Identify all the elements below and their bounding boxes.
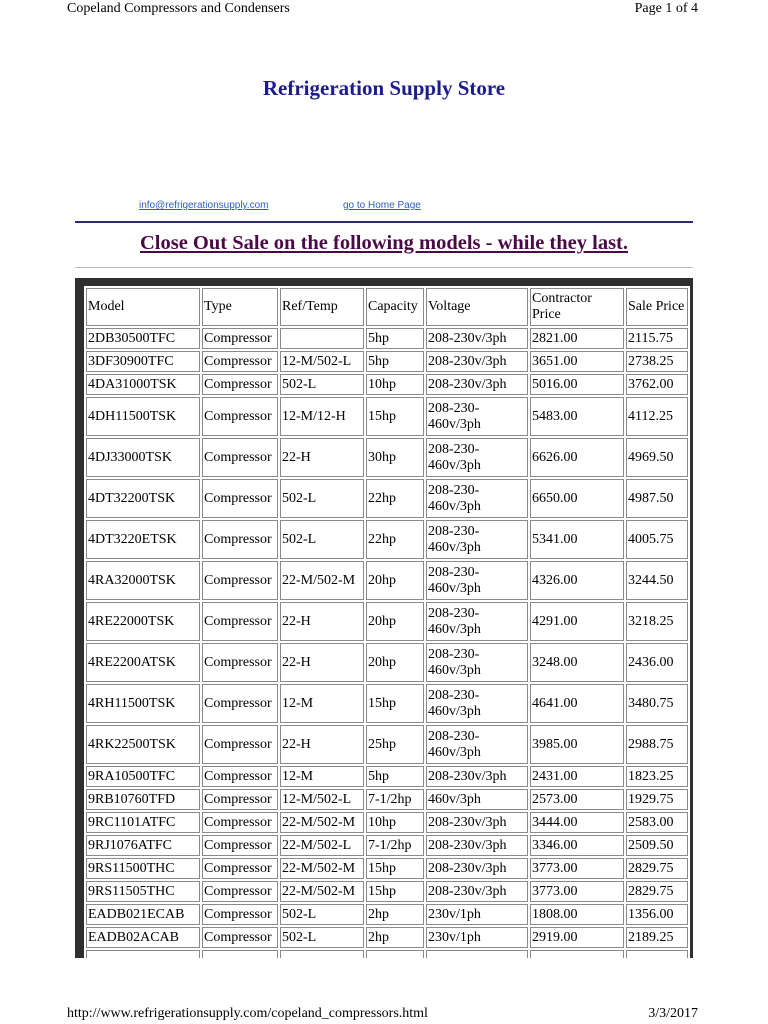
table-row (86, 766, 688, 787)
cell-model: 4RE22000TSK (86, 602, 200, 641)
cell-voltage: 208-230-460v/3ph (426, 725, 528, 764)
print-header-title: Copeland Compressors and Condensers (67, 1, 290, 16)
cell-ref-temp: 502-L (280, 479, 364, 518)
cell-model: 9RB10760TFD (86, 789, 200, 810)
cell-contractor-price: 3773.00 (530, 858, 624, 879)
cell-ref-temp: 12-M (280, 684, 364, 723)
header-divider (75, 221, 693, 223)
cell-sale-price: 3218.25 (626, 602, 688, 641)
cell-ref-temp: 22-M/502-M (280, 881, 364, 902)
cell-sale-price: 2583.00 (626, 812, 688, 833)
cell-sale-price: 3244.50 (626, 561, 688, 600)
cell-ref-temp: 502-L (280, 904, 364, 925)
cell-ref-temp: 12-M/502-L (280, 789, 364, 810)
cell-voltage: 208-230-460v/3ph (426, 602, 528, 641)
cell-contractor-price: 3985.00 (530, 725, 624, 764)
cell-sale-price: 3480.75 (626, 684, 688, 723)
cell-sale-price: 2509.50 (626, 835, 688, 856)
cell-sale-price: 3762.00 (626, 374, 688, 395)
table-row (86, 479, 688, 518)
cell-model: 4DH11500TSK (86, 397, 200, 436)
cell-type: Compressor (202, 520, 278, 559)
cell-sale-price: 4987.50 (626, 479, 688, 518)
cell-type: Compressor (202, 904, 278, 925)
cell-capacity: 10hp (366, 374, 424, 395)
table-header-row (86, 288, 688, 326)
cell-sale-price: 1356.00 (626, 904, 688, 925)
cell-type: Compressor (202, 374, 278, 395)
sale-heading-text: Close Out Sale on the following models - while they last. (139, 232, 629, 254)
cell-model: 4DJ33000TSK (86, 438, 200, 477)
store-title: Refrigeration Supply Store (262, 76, 506, 100)
cell-contractor-price: 2573.00 (530, 789, 624, 810)
cell-contractor-price: 5341.00 (530, 520, 624, 559)
cell-voltage: 208-230v/3ph (426, 881, 528, 902)
table-row (86, 561, 688, 600)
cell-sale-price: 2988.75 (626, 725, 688, 764)
cell-sale-price: 4969.50 (626, 438, 688, 477)
print-page-number: Page 1 of 4 (634, 1, 698, 16)
cell-voltage (426, 950, 528, 958)
cell-type: Compressor (202, 643, 278, 682)
cell-model: 3DF30900TFC (86, 351, 200, 372)
cell-sale-price: 2189.25 (626, 927, 688, 948)
cell-ref-temp (280, 950, 364, 958)
cell-sale-price: 2829.75 (626, 881, 688, 902)
cell-type: Compressor (202, 927, 278, 948)
table-row (86, 397, 688, 436)
cell-type: Compressor (202, 328, 278, 349)
cell-contractor-price: 2821.00 (530, 328, 624, 349)
cell-contractor-price: 3651.00 (530, 351, 624, 372)
cell-ref-temp: 22-H (280, 602, 364, 641)
cell-model: 9RJ1076ATFC (86, 835, 200, 856)
cell-capacity: 15hp (366, 881, 424, 902)
cell-capacity: 10hp (366, 812, 424, 833)
cell-contractor-price: 1808.00 (530, 904, 624, 925)
cell-type: Compressor (202, 397, 278, 436)
models-table-frame (75, 278, 693, 958)
cell-capacity: 20hp (366, 561, 424, 600)
cell-contractor-price: 5483.00 (530, 397, 624, 436)
cell-model: 9RS11500THC (86, 858, 200, 879)
cell-sale-price: 2829.75 (626, 858, 688, 879)
table-row (86, 950, 688, 958)
header-sale-price: Sale Price (626, 288, 688, 326)
cell-capacity (366, 950, 424, 958)
table-row (86, 881, 688, 902)
table-row (86, 812, 688, 833)
cell-sale-price (626, 950, 688, 958)
cell-ref-temp: 12-M (280, 766, 364, 787)
cell-model: 9RA10500TFC (86, 766, 200, 787)
table-row (86, 789, 688, 810)
header-voltage: Voltage (426, 288, 528, 326)
cell-capacity: 5hp (366, 328, 424, 349)
cell-ref-temp: 22-M/502-L (280, 835, 364, 856)
email-link[interactable]: info@refrigerationsupply.com (139, 200, 269, 211)
table-row (86, 927, 688, 948)
cell-model: 9RC1101ATFC (86, 812, 200, 833)
cell-contractor-price: 6626.00 (530, 438, 624, 477)
header-model: Model (86, 288, 200, 326)
table-row (86, 374, 688, 395)
cell-contractor-price (530, 950, 624, 958)
cell-model (86, 950, 200, 958)
cell-ref-temp: 502-L (280, 927, 364, 948)
cell-ref-temp: 22-M/502-M (280, 812, 364, 833)
cell-sale-price: 2738.25 (626, 351, 688, 372)
cell-capacity: 7-1/2hp (366, 789, 424, 810)
cell-model: 4RA32000TSK (86, 561, 200, 600)
table-row (86, 858, 688, 879)
table-row (86, 328, 688, 349)
cell-capacity: 2hp (366, 904, 424, 925)
cell-capacity: 15hp (366, 684, 424, 723)
cell-type: Compressor (202, 684, 278, 723)
cell-contractor-price: 5016.00 (530, 374, 624, 395)
cell-capacity: 25hp (366, 725, 424, 764)
table-row (86, 602, 688, 641)
cell-type: Compressor (202, 438, 278, 477)
header-ref-temp: Ref/Temp (280, 288, 364, 326)
cell-type: Compressor (202, 725, 278, 764)
header-contractor-price: Contractor Price (530, 288, 624, 326)
cell-ref-temp: 22-H (280, 643, 364, 682)
cell-model: 9RS11505THC (86, 881, 200, 902)
cell-type: Compressor (202, 858, 278, 879)
cell-contractor-price: 2431.00 (530, 766, 624, 787)
cell-contractor-price: 4291.00 (530, 602, 624, 641)
cell-voltage: 230v/1ph (426, 927, 528, 948)
cell-contractor-price: 3248.00 (530, 643, 624, 682)
cell-voltage: 208-230v/3ph (426, 374, 528, 395)
cell-sale-price: 1929.75 (626, 789, 688, 810)
cell-model: 4RK22500TSK (86, 725, 200, 764)
cell-model: EADB02ACAB (86, 927, 200, 948)
cell-capacity: 15hp (366, 858, 424, 879)
cell-voltage: 208-230v/3ph (426, 328, 528, 349)
header-type: Type (202, 288, 278, 326)
cell-ref-temp: 22-M/502-M (280, 561, 364, 600)
cell-ref-temp: 12-M/502-L (280, 351, 364, 372)
cell-sale-price: 4112.25 (626, 397, 688, 436)
table-row (86, 904, 688, 925)
cell-capacity: 5hp (366, 766, 424, 787)
cell-ref-temp (280, 328, 364, 349)
cell-ref-temp: 502-L (280, 520, 364, 559)
cell-capacity: 7-1/2hp (366, 835, 424, 856)
print-footer-date: 3/3/2017 (648, 1006, 698, 1021)
cell-voltage: 208-230v/3ph (426, 812, 528, 833)
table-row (86, 643, 688, 682)
cell-capacity: 5hp (366, 351, 424, 372)
cell-model: 4DT32200TSK (86, 479, 200, 518)
cell-model: 2DB30500TFC (86, 328, 200, 349)
cell-type: Compressor (202, 881, 278, 902)
cell-contractor-price: 6650.00 (530, 479, 624, 518)
cell-voltage: 460v/3ph (426, 789, 528, 810)
cell-contractor-price: 3773.00 (530, 881, 624, 902)
cell-voltage: 208-230-460v/3ph (426, 684, 528, 723)
cell-capacity: 22hp (366, 479, 424, 518)
cell-contractor-price: 4326.00 (530, 561, 624, 600)
cell-voltage: 208-230-460v/3ph (426, 438, 528, 477)
cell-capacity: 15hp (366, 397, 424, 436)
table-row (86, 725, 688, 764)
cell-voltage: 208-230-460v/3ph (426, 479, 528, 518)
cell-type: Compressor (202, 835, 278, 856)
cell-voltage: 208-230v/3ph (426, 858, 528, 879)
cell-type: Compressor (202, 789, 278, 810)
cell-type: Compressor (202, 561, 278, 600)
cell-type (202, 950, 278, 958)
cell-capacity: 22hp (366, 520, 424, 559)
cell-voltage: 208-230-460v/3ph (426, 520, 528, 559)
cell-sale-price: 2115.75 (626, 328, 688, 349)
cell-ref-temp: 22-H (280, 438, 364, 477)
models-table (84, 286, 690, 958)
print-footer-url: http://www.refrigerationsupply.com/copeland_compressors.html (67, 1006, 428, 1021)
cell-voltage: 208-230-460v/3ph (426, 397, 528, 436)
cell-contractor-price: 2919.00 (530, 927, 624, 948)
table-row (86, 520, 688, 559)
table-row (86, 351, 688, 372)
header-capacity: Capacity (366, 288, 424, 326)
cell-type: Compressor (202, 351, 278, 372)
cell-voltage: 208-230-460v/3ph (426, 643, 528, 682)
cell-type: Compressor (202, 766, 278, 787)
cell-model: 4DA31000TSK (86, 374, 200, 395)
cell-model: EADB021ECAB (86, 904, 200, 925)
cell-voltage: 208-230-460v/3ph (426, 561, 528, 600)
cell-capacity: 2hp (366, 927, 424, 948)
cell-type: Compressor (202, 479, 278, 518)
cell-voltage: 230v/1ph (426, 904, 528, 925)
cell-capacity: 20hp (366, 602, 424, 641)
heading-divider (75, 267, 693, 268)
cell-voltage: 208-230v/3ph (426, 835, 528, 856)
cell-model: 4DT3220ETSK (86, 520, 200, 559)
table-row (86, 684, 688, 723)
table-row (86, 835, 688, 856)
cell-sale-price: 2436.00 (626, 643, 688, 682)
table-row (86, 438, 688, 477)
cell-voltage: 208-230v/3ph (426, 351, 528, 372)
cell-contractor-price: 3346.00 (530, 835, 624, 856)
cell-capacity: 20hp (366, 643, 424, 682)
home-page-link[interactable]: go to Home Page (343, 200, 421, 211)
cell-sale-price: 1823.25 (626, 766, 688, 787)
cell-contractor-price: 3444.00 (530, 812, 624, 833)
cell-ref-temp: 502-L (280, 374, 364, 395)
cell-model: 4RE2200ATSK (86, 643, 200, 682)
cell-voltage: 208-230v/3ph (426, 766, 528, 787)
cell-ref-temp: 22-H (280, 725, 364, 764)
sale-heading (0, 232, 768, 255)
cell-ref-temp: 12-M/12-H (280, 397, 364, 436)
cell-sale-price: 4005.75 (626, 520, 688, 559)
cell-type: Compressor (202, 812, 278, 833)
cell-capacity: 30hp (366, 438, 424, 477)
cell-model: 4RH11500TSK (86, 684, 200, 723)
cell-type: Compressor (202, 602, 278, 641)
cell-contractor-price: 4641.00 (530, 684, 624, 723)
cell-ref-temp: 22-M/502-M (280, 858, 364, 879)
